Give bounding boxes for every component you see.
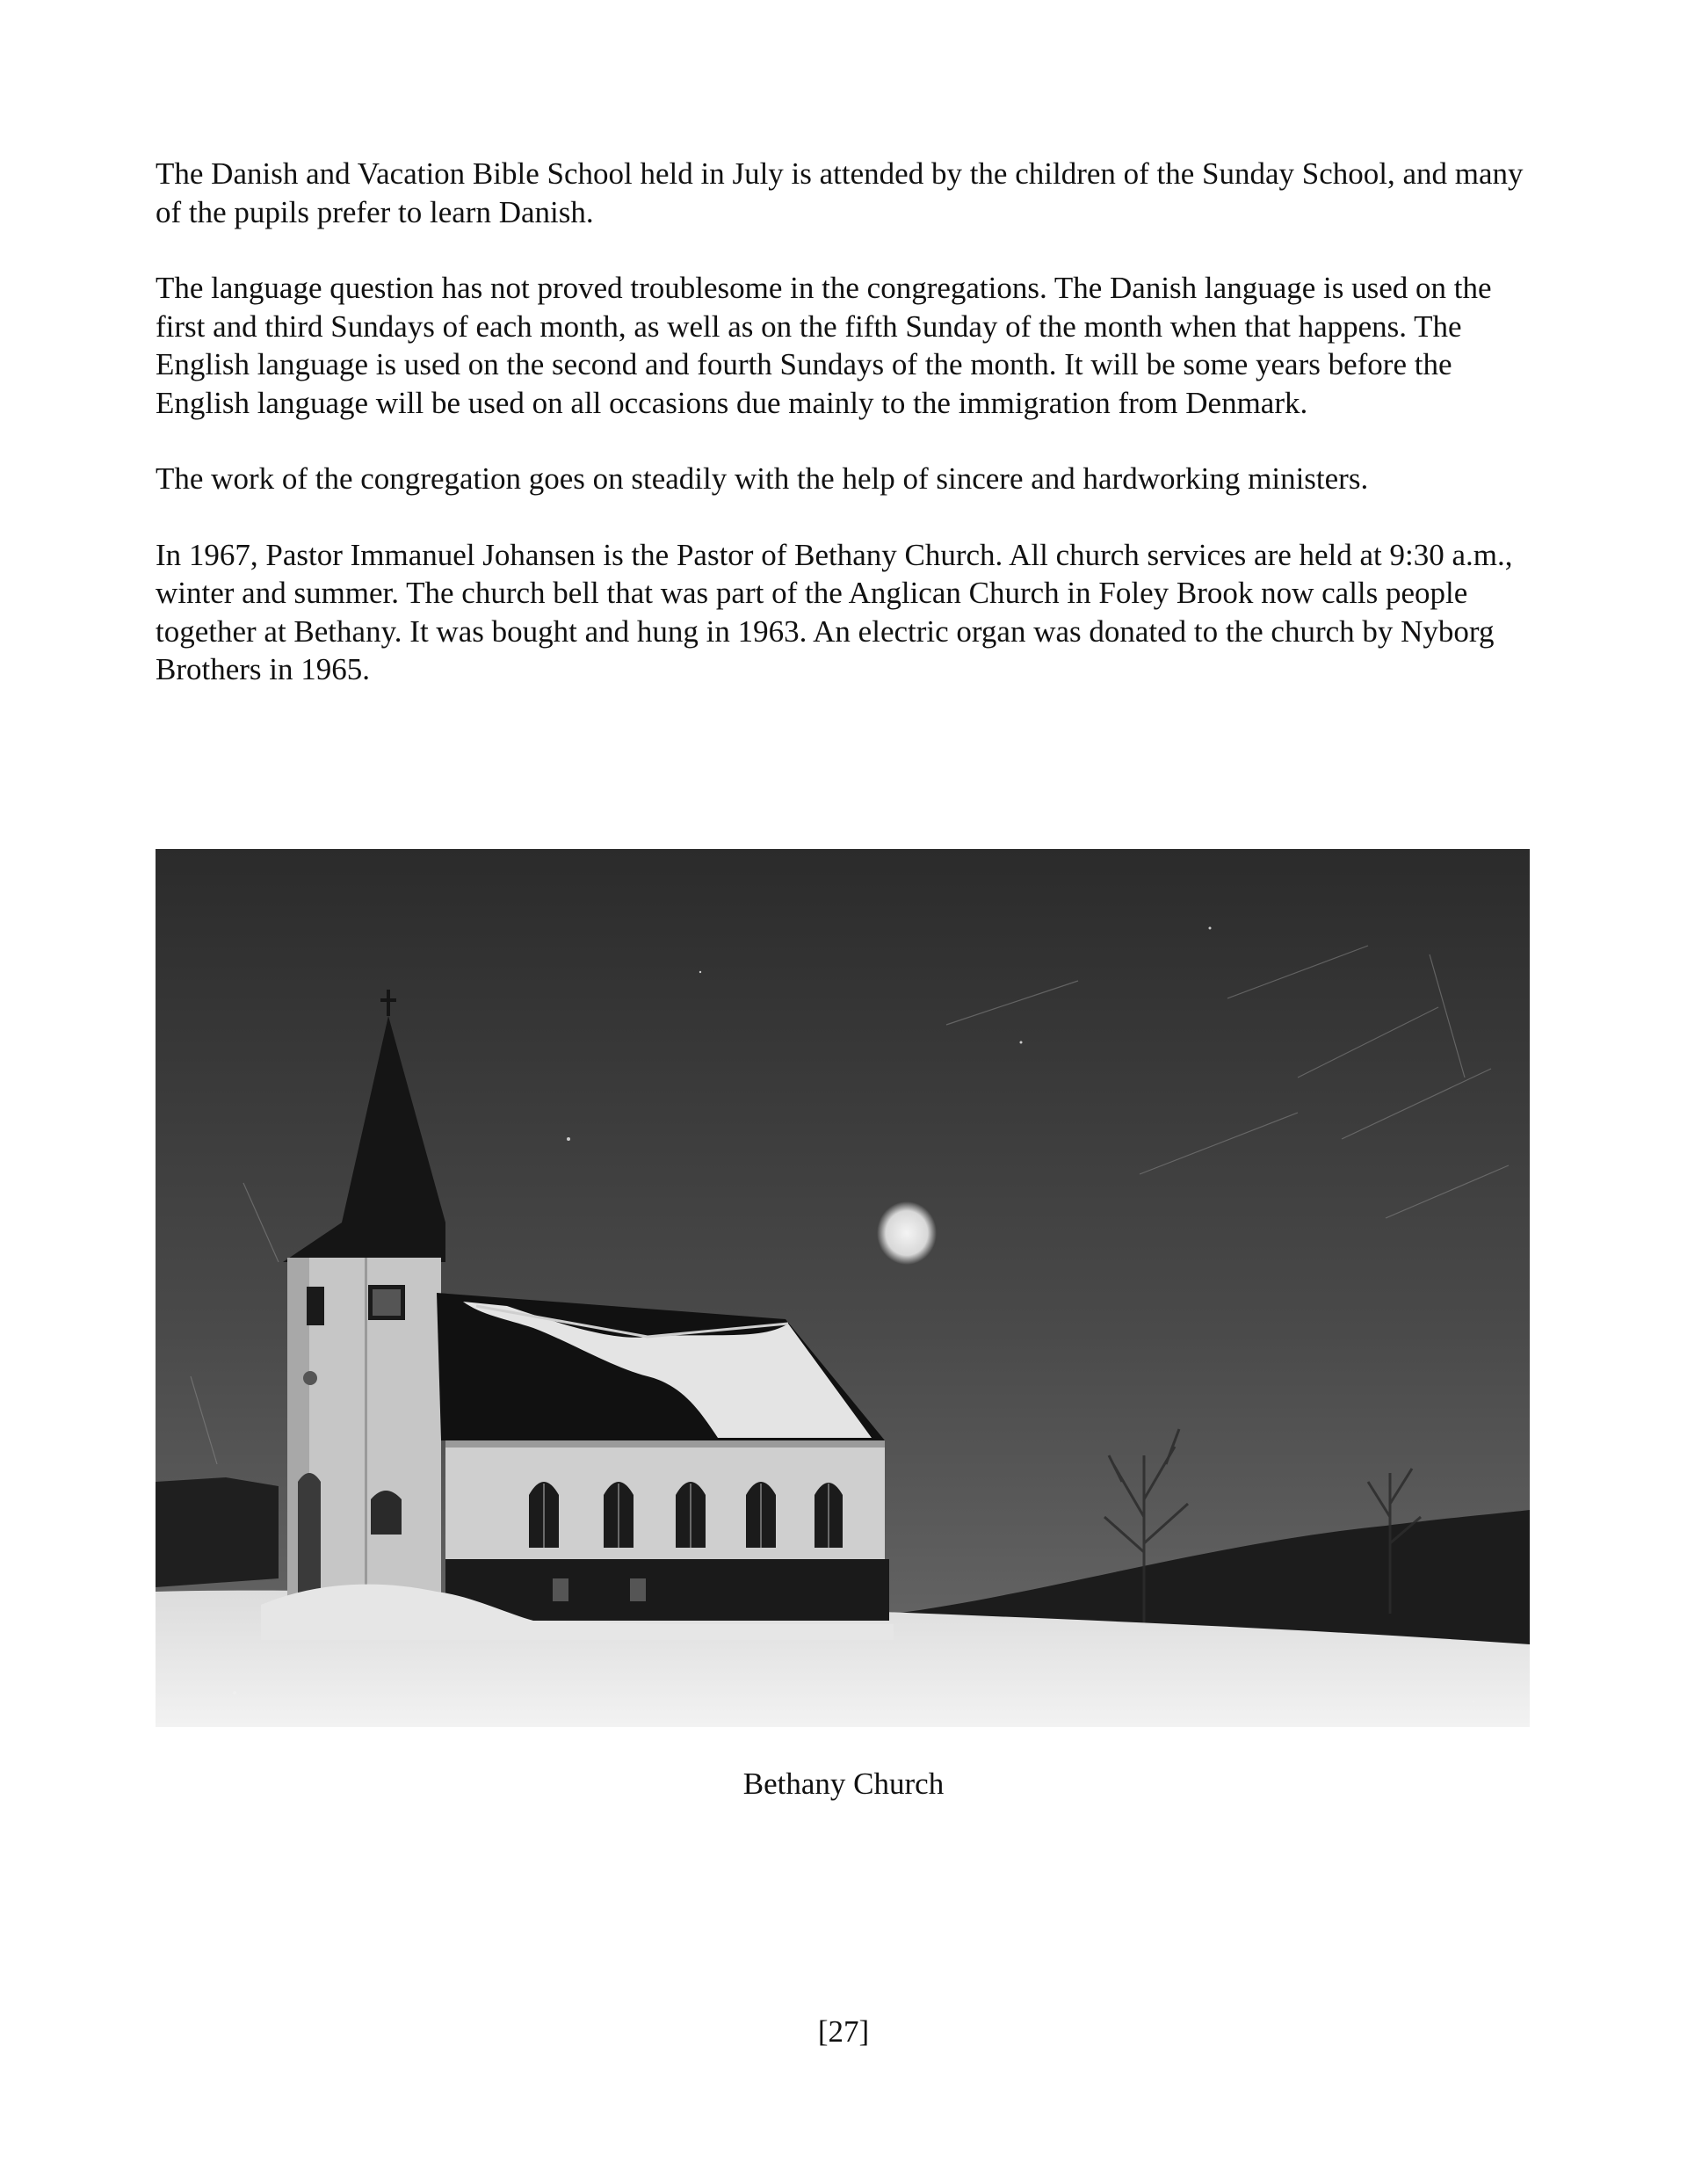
church-photo-drawing bbox=[156, 849, 1530, 1727]
paragraph-congregation-work: The work of the congregation goes on steadily with the help of sincere and hardworking ministers. bbox=[156, 461, 1369, 496]
paragraph-language-question: The language question has not proved troublesome in the congregations. The Danish language is used on the first and third Sundays of each month, as well as on the fifth Sunday of the month when that happens. The English language is used on the second and fourth Sundays of the month. It will be some years before the English language will be used on all occasions due mainly to the immigration from Denmark. bbox=[156, 271, 1492, 420]
photo-caption: Bethany Church bbox=[742, 1767, 945, 1801]
body-text bbox=[156, 155, 1535, 727]
paragraph-bible-school: The Danish and Vacation Bible School held in July is attended by the children of the Sunday School, and many of the pupils prefer to learn Danish. bbox=[156, 156, 1524, 229]
church-photo bbox=[156, 849, 1530, 1727]
page-number: [27] bbox=[817, 2014, 870, 2049]
paragraph-pastor-1967: In 1967, Pastor Immanuel Johansen is the Pastor of Bethany Church. All church services are held at 9:30 a.m., winter and summer. The church bell that was part of the Anglican Church in Foley Brook now calls people together at Bethany. It was bought and hung in 1963. An electric organ was donated to the church by Nyborg Brothers in 1965. bbox=[156, 537, 1513, 686]
